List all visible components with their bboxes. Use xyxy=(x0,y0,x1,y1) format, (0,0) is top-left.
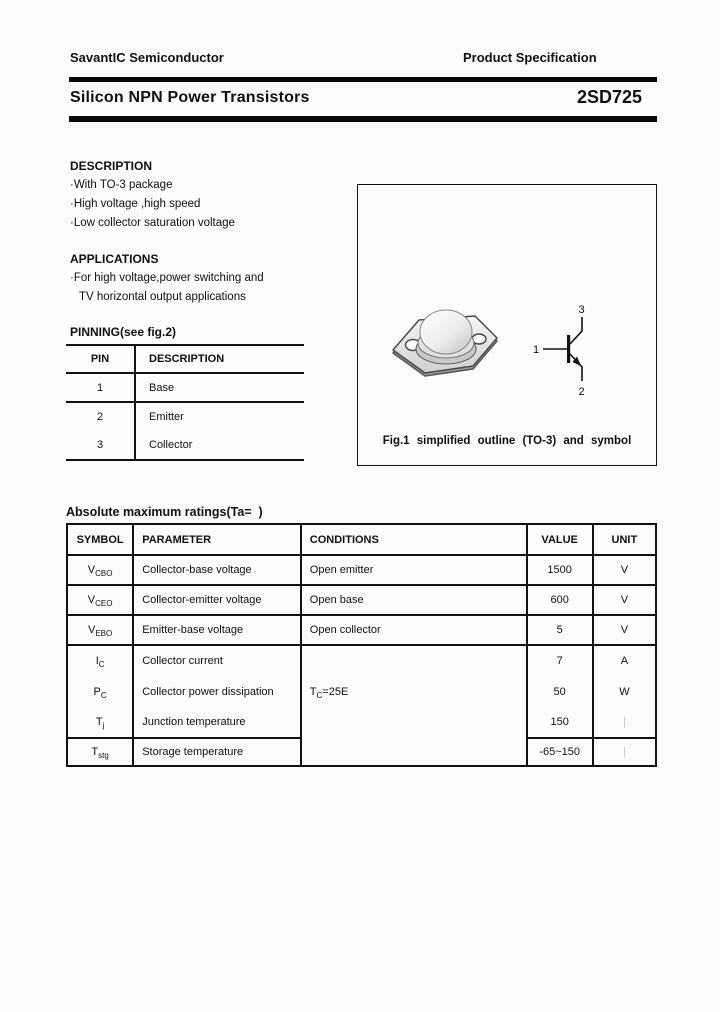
symbol-subscript: CEO xyxy=(95,599,113,609)
conditions-cell xyxy=(301,645,527,738)
value-cell: 1500 xyxy=(527,555,593,585)
description-heading: DESCRIPTION xyxy=(70,159,153,173)
description-item: ·With TO-3 package xyxy=(70,179,173,191)
symbol-cell xyxy=(67,645,133,676)
emitter-pin-label: 2 xyxy=(578,386,585,398)
unit-cell: | xyxy=(593,738,656,766)
pin-description: Collector xyxy=(149,439,193,451)
condition-text: =25E xyxy=(322,686,349,698)
applications-section xyxy=(70,249,264,307)
pin-number: 3 xyxy=(66,431,135,460)
pinning-header-description: DESCRIPTION xyxy=(135,345,304,373)
ratings-table xyxy=(66,523,657,767)
table-row xyxy=(67,555,656,585)
symbol-subscript: j xyxy=(102,721,105,731)
ratings-header-row xyxy=(67,524,656,555)
ratings-header-unit: UNIT xyxy=(593,524,656,555)
symbol-cell xyxy=(67,707,133,738)
symbol-cell xyxy=(67,585,133,615)
table-row xyxy=(66,373,304,402)
symbol-cell xyxy=(67,676,133,707)
parameter-cell: Emitter-base voltage xyxy=(133,615,301,645)
parameter-cell: Collector-emitter voltage xyxy=(133,585,301,615)
parameter-cell: Storage temperature xyxy=(133,738,301,766)
figure-box xyxy=(357,184,657,466)
pinning-table xyxy=(66,344,304,461)
symbol-base: T xyxy=(95,716,103,728)
unit-cell: W xyxy=(593,676,656,707)
symbol-cell xyxy=(67,738,133,766)
conditions-cell: Open emitter xyxy=(301,555,527,585)
value-cell: 7 xyxy=(527,645,593,676)
symbol-base: V xyxy=(87,624,96,636)
unit-cell: | xyxy=(593,707,656,738)
table-row xyxy=(66,402,304,431)
table-row xyxy=(67,738,656,766)
to3-package-image xyxy=(389,302,501,380)
base-pin-label: 1 xyxy=(533,344,540,356)
unit-cell: V xyxy=(593,585,656,615)
ratings-title: Absolute maximum ratings(Ta= ) xyxy=(66,505,263,519)
symbol-base: V xyxy=(87,594,96,606)
pin-description: Emitter xyxy=(149,411,184,423)
parameter-cell: Junction temperature xyxy=(133,707,301,738)
symbol-subscript: EBO xyxy=(95,629,113,639)
part-number: 2SD725 xyxy=(576,87,642,107)
conditions-cell: Open collector xyxy=(301,615,527,645)
parameter-cell: Collector-base voltage xyxy=(133,555,301,585)
symbol-cell xyxy=(67,555,133,585)
conditions-cell xyxy=(301,738,527,766)
table-row xyxy=(66,431,304,460)
condition-subscript: C xyxy=(316,691,323,701)
ratings-header-symbol: SYMBOL xyxy=(67,524,133,555)
symbol-base: T xyxy=(91,746,99,758)
condition-base: T xyxy=(309,686,317,698)
ratings-header-value: VALUE xyxy=(527,524,593,555)
description-section xyxy=(70,156,235,233)
value-cell: 5 xyxy=(527,615,593,645)
value-cell: 150 xyxy=(527,707,593,738)
collector-pin-label: 3 xyxy=(578,304,585,316)
transistor-symbol xyxy=(531,300,621,400)
description-item: ·High voltage ,high speed xyxy=(70,198,201,210)
page-title: Silicon NPN Power Transistors xyxy=(70,89,310,106)
symbol-base: P xyxy=(93,685,101,698)
applications-heading: APPLICATIONS xyxy=(70,252,159,266)
conditions-cell: Open base xyxy=(301,585,527,615)
pin-number: 2 xyxy=(66,402,135,431)
pinning-title: PINNING(see fig.2) xyxy=(70,325,177,339)
figure-caption: Fig.1 simplified outline (TO-3) and symbol xyxy=(382,435,632,447)
symbol-cell xyxy=(67,615,133,645)
header-divider xyxy=(69,77,657,83)
unit-cell: V xyxy=(593,615,656,645)
unit-cell: A xyxy=(593,645,656,676)
value-cell: 50 xyxy=(527,676,593,707)
parameter-cell: Collector current xyxy=(133,645,301,676)
value-cell: 600 xyxy=(527,585,593,615)
ratings-header-parameter: PARAMETER xyxy=(133,524,301,555)
product-spec-label: Product Specification xyxy=(463,50,597,65)
symbol-subscript: stg xyxy=(98,751,109,761)
applications-line: TV horizontal output applications xyxy=(79,291,246,303)
symbol-subscript: C xyxy=(98,660,105,670)
parameter-cell: Collector power dissipation xyxy=(133,676,301,707)
symbol-subscript: C xyxy=(100,690,107,700)
symbol-subscript: CBO xyxy=(95,569,113,579)
title-divider xyxy=(69,116,657,122)
ratings-header-conditions: CONDITIONS xyxy=(301,524,527,555)
table-row xyxy=(67,615,656,645)
unit-cell: V xyxy=(593,555,656,585)
value-cell: -65~150 xyxy=(527,738,593,766)
pinning-header-row xyxy=(66,345,304,373)
table-row xyxy=(67,585,656,615)
pin-description: Base xyxy=(135,373,304,402)
applications-line: ·For high voltage,power switching and xyxy=(70,272,264,284)
table-row xyxy=(67,645,656,676)
company-name: SavantIC Semiconductor xyxy=(70,50,224,65)
pin-number: 1 xyxy=(66,373,135,402)
pinning-header-pin: PIN xyxy=(66,345,135,373)
description-item: ·Low collector saturation voltage xyxy=(70,217,235,229)
symbol-base: I xyxy=(95,655,99,667)
symbol-base: V xyxy=(87,564,96,576)
